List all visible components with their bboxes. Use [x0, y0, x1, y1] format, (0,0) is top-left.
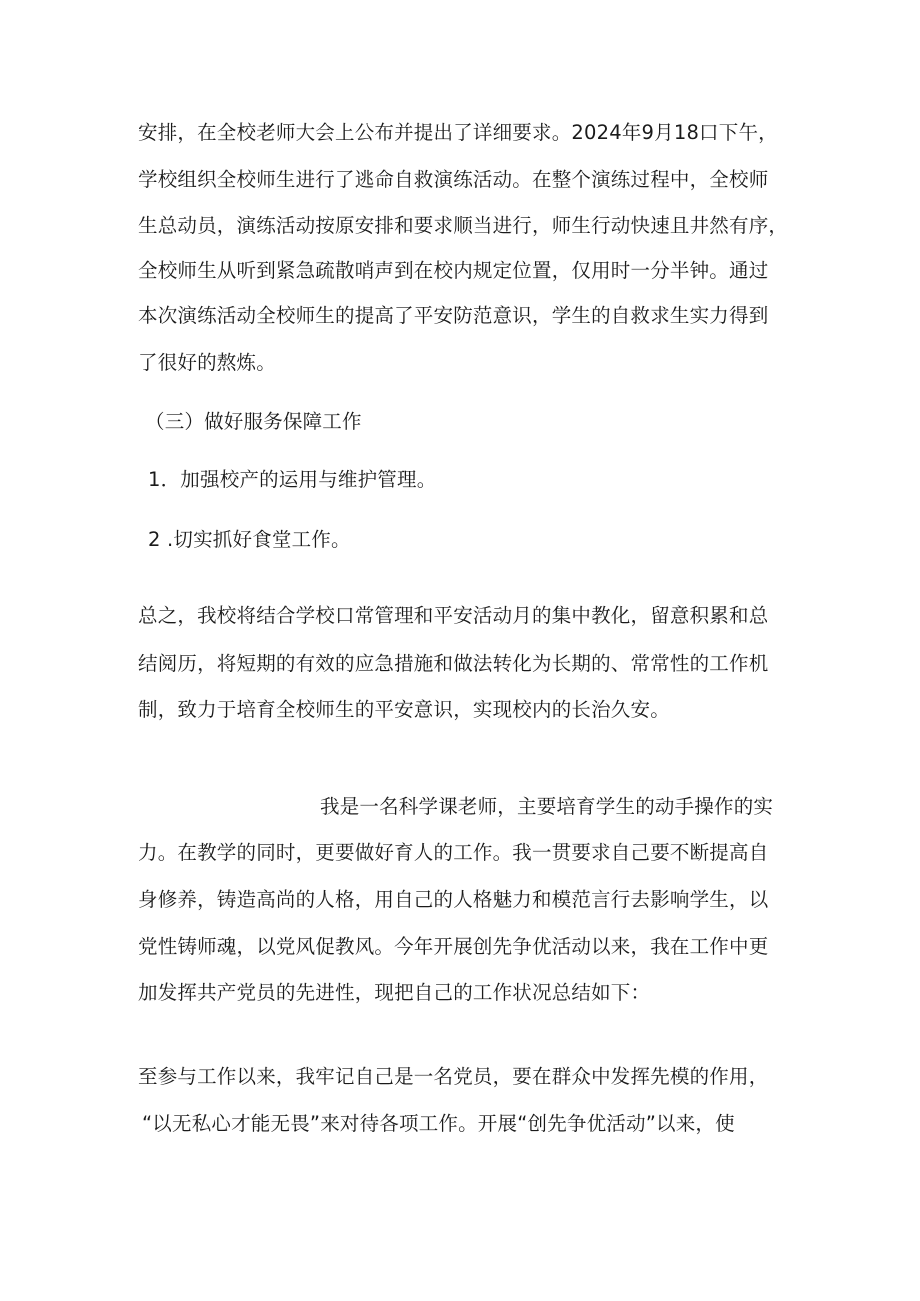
text-line: 生总动员，演练活动按原安排和要求顺当进行，师生行动快速且井然有序， — [138, 214, 789, 237]
text-line: 党性铸师魂，以党风促教风。今年开展创先争优活动以来，我在工作中更 — [138, 935, 769, 958]
text-line: 制，致力于培育全校师生的平安意识，实现校内的长治久安。 — [138, 698, 670, 721]
text-line: 我是一名科学课老师，主要培育学生的动手操作的实 — [320, 795, 774, 818]
text-line: 加发挥共产党员的先进性，现把自己的工作状况总结如下： — [138, 981, 651, 1004]
text-line: 总之，我校将结合学校口常管理和平安活动月的集中教化，留意积累和总 — [138, 604, 769, 627]
text-line: 至参与工作以来，我牢记自己是一名党员，要在群众中发挥先模的作用， — [138, 1065, 769, 1088]
section-heading-three: （三）做好服务保障工作 — [145, 410, 362, 433]
text-line: “以无私心才能无畏”来对待各项工作。开展“创先争优活动”以来，使 — [142, 1112, 735, 1135]
text-line: 结阅历，将短期的有效的应急措施和做法转化为长期的、常常性的工作机 — [138, 652, 769, 675]
text-line: 学校组织全校师生进行了逃命自救演练活动。在整个演练过程中，全校师 — [138, 168, 769, 191]
text-line: 安排，在全校老师大会上公布并提出了详细要求。2024年9月18口下午， — [138, 121, 778, 144]
text-line: 全校师生从听到紧急疏散哨声到在校内规定位置，仅用时一分半钟。通过 — [138, 259, 769, 282]
text-line: 身修养，铸造高尚的人格，用自己的人格魅力和模范言行去影响学生，以 — [138, 888, 769, 911]
text-line: 力。在教学的同时，更要做好育人的工作。我一贯要求自己要不断提高自 — [138, 841, 769, 864]
list-item-1: 1．加强校产的运用与维护管理。 — [148, 468, 437, 491]
text-line: 了很好的熬炼。 — [138, 351, 276, 374]
list-item-2: 2 .切实抓好食堂工作。 — [148, 528, 351, 551]
text-line: 本次演练活动全校师生的提高了平安防范意识，学生的自救求生实力得到 — [138, 304, 769, 327]
